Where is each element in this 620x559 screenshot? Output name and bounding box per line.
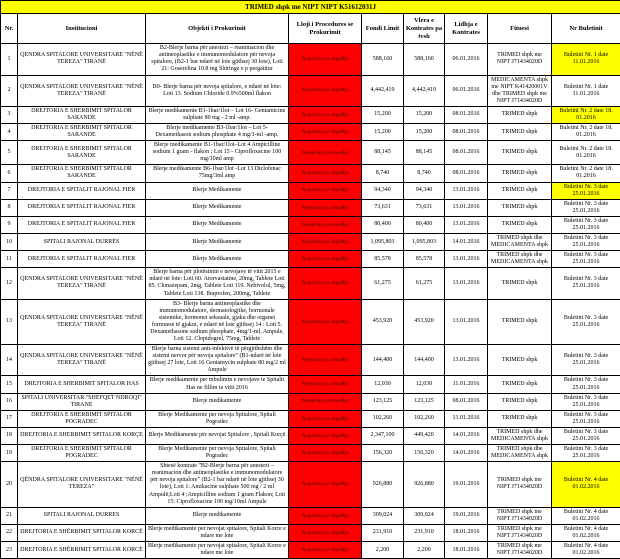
cell-fund-limit: 4,442,419 [362,75,404,106]
cell-institution: DREJTORIA E SHERBIMIT SPITALOR HAS [18,376,146,393]
cell-winner: TRIMED shpk [488,393,552,410]
col-header-procedure: Lloji i Procedures se Prokurimit [289,14,362,44]
cell-institution: QENDRA SPITALORE UNIVERSITARE "NËNË TEREZA" TIRANË [18,44,146,75]
cell-institution: DREJTORIA E SHËRBIMIT SPITALOR KORCË [18,524,146,541]
cell-contract-date: 11.01.2016 [445,376,488,393]
cell-object: Blerje medikamente per nevojat spitalore, Spitali Korce e ndare me lote [146,524,289,541]
cell-nr: 16 [1,393,18,410]
cell-bulletin: Buletini Nr. 2 date 18. 01.2016 [552,141,620,165]
cell-nr: 11 [1,251,18,268]
table-row [1,234,620,251]
cell-institution: QENDRA SPITALORE UNIVERSITARE "NËNË TEREZA" TIRANË [18,268,146,299]
cell-nr: 3 [1,106,18,123]
col-header-object: Objekti i Prokurimit [146,14,289,44]
cell-bulletin: Buletini Nr. 3 date 25.01.2016 [552,376,620,393]
cell-nr: 2 [1,75,18,106]
cell-procedure: Negocim pa shpallje [289,124,362,141]
cell-fund-limit: 73,631 [362,199,404,216]
cell-nr: 15 [1,376,18,393]
cell-procedure: Negocim pa shpallje [289,427,362,444]
table-row [1,165,620,182]
cell-object: Blerje medikamente B6-1bar/1lot -Lot 13 Diclofenac 75mg/3ml amp [146,165,289,182]
cell-contract-value: 61,275 [404,268,445,299]
cell-object: Blerje medikamente [146,393,289,410]
table-row [1,199,620,216]
cell-object: Blerje medikamente per mbulimin e nevojave te Spitalit Has ne fillim te vitit 2016 [146,376,289,393]
cell-fund-limit: 156,320 [362,445,404,462]
cell-contract-value: 15,200 [404,106,445,123]
cell-nr: 20 [1,462,18,507]
cell-procedure: Negocim pa shpallje [289,44,362,75]
cell-winner: TRIMED shpk dhe MEDICAMENTA shpk [488,445,552,462]
cell-contract-date: 08.01.2016 [445,165,488,182]
cell-winner: TRIMED shpk [488,199,552,216]
cell-fund-limit: 1,095,803 [362,234,404,251]
cell-contract-date: 13.01.2016 [445,410,488,427]
table-row [1,427,620,444]
cell-contract-date: 06.01.2016 [445,44,488,75]
cell-institution: DREJTORIA E SHERBIMIT SPITALOR SARANDE [18,124,146,141]
cell-nr: 23 [1,541,18,558]
cell-bulletin: Buletini Nr. 1 date 11.01.2016 [552,44,620,75]
cell-nr: 9 [1,216,18,233]
table-row [1,299,620,344]
cell-object: Shtesë kontrate "B2-Blerje barna për anestezi – reanimacion dhe antineoplastike e immunomodulatore për nevoja spitalore" (B2-1 bar ndarë në lote gjithsej 30 lote), Loti 1: Amikacine sulphate 500 mg / 2 ml Ampulë;Loti 4 ;Ampicilline sodium 1 gram Flakon; Loti 15: Ciprofloxacine 100 mg/10ml Ampule [146,462,289,507]
cell-procedure: Negocim pa shpallje [289,507,362,524]
cell-contract-date: 18.01.2016 [445,541,488,558]
cell-fund-limit: 102,260 [362,410,404,427]
cell-bulletin: Buletini Nr. 4 date 01.02.2016 [552,541,620,558]
table-row [1,44,620,75]
cell-institution: DREJTORIA E SHERBIMIT SPITALOR SARANDE [18,165,146,182]
table-row [1,445,620,462]
cell-contract-value: 15,200 [404,124,445,141]
cell-contract-value: 8,740 [404,165,445,182]
cell-fund-limit: 85,578 [362,251,404,268]
cell-bulletin: Buletini Nr. 3 date 25.01.2016 [552,251,620,268]
cell-contract-value: 12,030 [404,376,445,393]
cell-fund-limit: 8,740 [362,165,404,182]
table-row [1,124,620,141]
page-title: TRIMED shpk me NIPT NIPT K51612031J [1,1,620,14]
cell-object: Blerje Medikamente [146,251,289,268]
col-header-contract-value: Vlera e Kontrates pa tvsh [404,14,445,44]
cell-procedure: Negocim pa shpallje [289,445,362,462]
cell-contract-date: 08.01.2016 [445,124,488,141]
cell-fund-limit: 15,200 [362,106,404,123]
cell-procedure: Negocim pa shpallje [289,524,362,541]
cell-fund-limit: 588,160 [362,44,404,75]
cell-object: Blerje Medikamente [146,182,289,199]
col-header-fund-limit: Fondi Limit [362,14,404,44]
cell-winner: TRIMED shpk [488,165,552,182]
cell-fund-limit: 80,400 [362,216,404,233]
cell-object: Blerje medikamente B1-1bar/1lot – Lot 16- Gentamicine sulphate 80 mg - 2 ml -amp. [146,106,289,123]
cell-contract-date: 08.01.2016 [445,141,488,165]
cell-fund-limit: 2,347,100 [362,427,404,444]
cell-bulletin: Buletini Nr. 4 date 01.02.2016 [552,462,620,507]
cell-procedure: Negocim pa shpallje [289,299,362,344]
cell-institution: DREJTORIA E SPITALIT RAJONAL FIER [18,199,146,216]
cell-fund-limit: 309,024 [362,507,404,524]
cell-procedure: Negocim pa shpallje [289,376,362,393]
cell-fund-limit: 61,275 [362,268,404,299]
table-row [1,141,620,165]
cell-fund-limit: 15,200 [362,124,404,141]
cell-procedure: Negocim pa shpallje [289,251,362,268]
cell-contract-value: 4,442,419 [404,75,445,106]
cell-procedure: Negocim pa shpallje [289,216,362,233]
table-row [1,541,620,558]
col-header-contract-date: Lidhja e Kontrates [445,14,488,44]
cell-bulletin: Buletini Nr. 4 date 01.02.2016 [552,507,620,524]
cell-institution: QËNDRA SPITALORE UNIVERSITARE "NËNË TEREZA" [18,462,146,507]
cell-nr: 12 [1,268,18,299]
cell-institution: SPITALI RAJONAL DURRËS [18,234,146,251]
cell-object: Blerje barna për plotësimin e nevojave të vitit 2015 e ndarë në lote: Loti 60. Atorvastatine, 20mg, Tablete Loti 85. Clonazepam, 2mg, Tablete Loti 119. Nebivolol, 5mg, Tablete Loti 138. Ibuprofen, 200mg, Tablete [146,268,289,299]
cell-contract-value: 88,145 [404,141,445,165]
cell-contract-value: 156,320 [404,445,445,462]
col-header-nr: Nr. [1,14,18,44]
cell-nr: 1 [1,44,18,75]
cell-object: Blerje Medikamente [146,199,289,216]
cell-bulletin: Buletini Nr. 3 date 25.01.2016 [552,234,620,251]
cell-object: Blerje medikamente B3-1bar/1lot – Lot 5- Dexamethason sodium phosphate 4 mg/1-ml -amp. [146,124,289,141]
table-row [1,251,620,268]
cell-winner: TRIMED shpk [488,216,552,233]
table-row [1,106,620,123]
cell-object: Blerje Medikamente per nevoja Spitalore, Spitali Pogradec [146,410,289,427]
cell-winner: TRIMED shpk [488,410,552,427]
cell-procedure: Negocim pa shpallje [289,199,362,216]
cell-institution: DREJTORIA E SPITALIT RAJONAL FIER [18,216,146,233]
cell-contract-date: 13.01.2016 [445,268,488,299]
cell-contract-value: 94,340 [404,182,445,199]
cell-winner: TRIMED shpk [488,124,552,141]
cell-procedure: Negocim pa shpallje [289,165,362,182]
cell-institution: DREJTORIA E SHERBIMIT SPITALOR POGRADEC [18,445,146,462]
cell-procedure: Negocim pa shpallje [289,234,362,251]
cell-nr: 7 [1,182,18,199]
cell-nr: 13 [1,299,18,344]
cell-contract-value: 144,400 [404,345,445,376]
cell-contract-value: 102,260 [404,410,445,427]
cell-contract-value: 85,578 [404,251,445,268]
cell-contract-date: 13.01.2016 [445,299,488,344]
cell-object: Blerje Medikamente [146,234,289,251]
cell-contract-date: 13.01.2016 [445,199,488,216]
cell-winner: TRIMED shpk me NIPT J71434020D [488,44,552,75]
cell-institution: QENDRA SPITALORE UNIVERSITARE "NËNË TEREZA" TIRANË [18,75,146,106]
cell-institution: SPITALI RAJONAL DURRES [18,507,146,524]
cell-bulletin: Buletini Nr. 3 date 25.01.2016 [552,268,620,299]
table-row [1,524,620,541]
cell-procedure: Negocim pa shpallje [289,393,362,410]
cell-bulletin: Buletini Nr. 3 date 25.01.2016 [552,182,620,199]
cell-institution: DREJTORIA E SHERBIMIT SPITALOR KORÇE [18,427,146,444]
cell-bulletin: Buletini Nr. 3 date 25.01.2016 [552,199,620,216]
cell-institution: DREJTORIA E SHËRBIMIT SPITALOR KORCË [18,541,146,558]
cell-bulletin: Buletini Nr. 3 date 25.01.2016 [552,427,620,444]
cell-nr: 18 [1,427,18,444]
cell-contract-value: 453,920 [404,299,445,344]
cell-contract-value: 449,420 [404,427,445,444]
table-row [1,462,620,507]
cell-institution: DREJTORIA E SHERBIMIT SPITALOR SARANDE [18,141,146,165]
cell-contract-date: 14.01.2016 [445,445,488,462]
table-row [1,345,620,376]
cell-winner: TRIMED shpk me NIPT J71434020D [488,462,552,507]
cell-procedure: Negocim pa shpallje [289,268,362,299]
cell-procedure: Negocim pa shpallje [289,345,362,376]
cell-bulletin: Buletini Nr. 2 date 18. 01.2016 [552,165,620,182]
cell-object: Blerje medikamente B1-1bar/1lot–Lot 4 Ampicilline sodium 1 gram - flakon ; Lot 15 - Ciprofloxacine 100 mg/10ml amp [146,141,289,165]
cell-bulletin: Buletini Nr. 4 date 01.02.2016 [552,524,620,541]
cell-winner: TRIMED shpk dhe MEDICAMENTA shpk [488,234,552,251]
cell-object: B2-Blerje barna për anestezi – reanimacion dhe antineoplastike e immunomodulatore për nevoja spitalore, (B2-1 bar ndarë në lote gjithsej 30 lote), Loti 21: Goserelina 10.8 mg Shiringe e p pergatitur [146,44,289,75]
table-row [1,75,620,106]
cell-bulletin: Buletini Nr. 3 date 25.01.2016 [552,345,620,376]
cell-fund-limit: 926,880 [362,462,404,507]
cell-procedure: Negocim pa shpallje [289,462,362,507]
cell-bulletin: Buletini Nr. 3 date 25.01.2016 [552,445,620,462]
cell-bulletin: Buletini Nr. 2 date 18. 01.2016 [552,106,620,123]
cell-contract-value: 80,400 [404,216,445,233]
cell-winner: TRIMED shpk [488,141,552,165]
cell-winner: TRIMED shpk [488,376,552,393]
table-row [1,376,620,393]
cell-object: Blerje Medikamente për nevojat Spitalore , Spitali Korçë [146,427,289,444]
cell-bulletin: Buletini Nr. 3 date 25.01.2016 [552,299,620,344]
cell-winner: TRIMED shpk [488,268,552,299]
cell-contract-date: 14.01.2016 [445,427,488,444]
cell-contract-date: 13.01.2016 [445,182,488,199]
cell-object: Blerje medikamente [146,507,289,524]
table-row [1,393,620,410]
cell-contract-date: 13.01.2016 [445,251,488,268]
cell-winner: TRIMED shpk dhe MEDICAMENTA shpk [488,251,552,268]
cell-institution: DREJTORIA E SHERBIMIT SPITALOR POGRADEC [18,410,146,427]
cell-procedure: Negocim pa shpallje [289,106,362,123]
cell-contract-date: 08.01.2016 [445,393,488,410]
cell-bulletin: Buletini Nr. 3 date 25.01.2016 [552,216,620,233]
cell-contract-value: 2,200 [404,541,445,558]
cell-fund-limit: 144,400 [362,345,404,376]
cell-procedure: Negocim pa shpallje [289,182,362,199]
cell-contract-date: 14.01.2016 [445,234,488,251]
cell-fund-limit: 123,125 [362,393,404,410]
cell-contract-value: 1,095,803 [404,234,445,251]
cell-bulletin: Buletini Nr. 1 date 11.01.2016 [552,75,620,106]
cell-winner: TRIMED shpk [488,299,552,344]
cell-institution: DREJTORIA E SHERBIMIT SPITALOR SARANDE [18,106,146,123]
table-row [1,507,620,524]
table-row [1,216,620,233]
cell-institution: QENDRA SPITALORE UNIVERSITARE "NËNË TEREZA" TIRANË [18,299,146,344]
cell-fund-limit: 94,340 [362,182,404,199]
cell-nr: 17 [1,410,18,427]
header-row [1,14,620,44]
cell-contract-date: 13.01.2016 [445,345,488,376]
cell-contract-value: 123,125 [404,393,445,410]
cell-institution: DREJTORIA E SPITALIT RAJONAL FIER [18,182,146,199]
cell-nr: 19 [1,445,18,462]
cell-fund-limit: 12,030 [362,376,404,393]
cell-contract-value: 231,910 [404,524,445,541]
table-row [1,268,620,299]
cell-object: Blerje Medikamente per nevoja Spitalore, Spitali Pogradec [146,445,289,462]
cell-procedure: Negocim pa shpallje [289,141,362,165]
cell-procedure: Negocim pa shpallje [289,410,362,427]
cell-object: B3- Blerje barna antineoplastike dhe immunomodulatore, dermatologjike, hormonale sistemike, hormonet seksuale, gjaku dhe organet formuese të gjakut, e ndarë në lote gjithsej 14 : Loti 5. Dexamethasone sodium phosphate, 4mg/1-ml, Ampule, Loti 12. Clopidogrel, 75mg, Tablete [146,299,289,344]
cell-contract-value: 73,631 [404,199,445,216]
cell-nr: 6 [1,165,18,182]
cell-object: Blerje barna sistemi anti-infektivë të përgjithshëm dhe sistemi nervor për nevoja spitalore" (B1-ndarë në lote gjithsej 27 lote, Loti 16 Gentamycin sulphate 80 mg/2 ml Ampule [146,345,289,376]
table-row [1,182,620,199]
title-row [1,1,620,14]
cell-winner: TRIMED shpk me NIPT J71434020D [488,541,552,558]
cell-object: Blerje Medikamente [146,216,289,233]
cell-nr: 22 [1,524,18,541]
table-row [1,410,620,427]
cell-object: Blerje medikamente per nevojat spitalore, Spitali Korce e ndare me lote [146,541,289,558]
cell-nr: 4 [1,124,18,141]
cell-fund-limit: 2,200 [362,541,404,558]
cell-winner: TRIMED shpk [488,345,552,376]
cell-fund-limit: 88,145 [362,141,404,165]
cell-nr: 21 [1,507,18,524]
cell-contract-date: 13.01.2016 [445,216,488,233]
cell-winner: TRIMED shpk [488,182,552,199]
cell-procedure: Negocim pa shpallje [289,541,362,558]
cell-fund-limit: 453,920 [362,299,404,344]
cell-winner: TRIMED shpk [488,106,552,123]
cell-winner: MEDICAMENTA shpk me NIPT K41420001V dhe TRIMED shpk me NIPT J71434020D [488,75,552,106]
cell-contract-value: 588,160 [404,44,445,75]
cell-winner: TRIMED shpk dhe MEDICAMENTA shpk [488,427,552,444]
cell-bulletin: Buletini Nr. 2 date 18. 01.2016 [552,124,620,141]
cell-winner: TRIMED shpk me NIPT J71434020D [488,524,552,541]
cell-contract-date: 19.01.2016 [445,462,488,507]
cell-contract-date: 08.01.2016 [445,106,488,123]
cell-nr: 5 [1,141,18,165]
cell-winner: TRIMED shpk me NIPT J71434020D [488,507,552,524]
cell-procedure: Negocim pa shpallje [289,75,362,106]
cell-contract-value: 309,024 [404,507,445,524]
cell-institution: QENDRA SPITALORE UNIVERSITARE "NËNË TEREZA" TIRANË [18,345,146,376]
cell-bulletin: Buletini Nr. 3 date 25.01.2016 [552,393,620,410]
col-header-bulletin: Nr Buletinit [552,14,620,44]
cell-contract-date: 18.01.2016 [445,524,488,541]
cell-nr: 8 [1,199,18,216]
cell-fund-limit: 231,910 [362,524,404,541]
col-header-institution: Institucioni [18,14,146,44]
col-header-winner: Fituesi [488,14,552,44]
cell-bulletin: Buletini Nr. 3 date 25.01.2016 [552,410,620,427]
cell-institution: DREJTORIA E SPITALIT RAJONAL FIER [18,251,146,268]
cell-contract-date: 06.01.2016 [445,75,488,106]
cell-nr: 10 [1,234,18,251]
cell-nr: 14 [1,345,18,376]
cell-object: B9- Blerje barna për nevoja spitalore, e ndarë në lote: Loti 13. Sodium Chloride 0.9%500ml flakon [146,75,289,106]
cell-contract-date: 19.01.2016 [445,507,488,524]
cell-contract-value: 926,880 [404,462,445,507]
cell-institution: SPITALI UNIVERSITAR "SHEFQET NDROQI" TIRANE [18,393,146,410]
